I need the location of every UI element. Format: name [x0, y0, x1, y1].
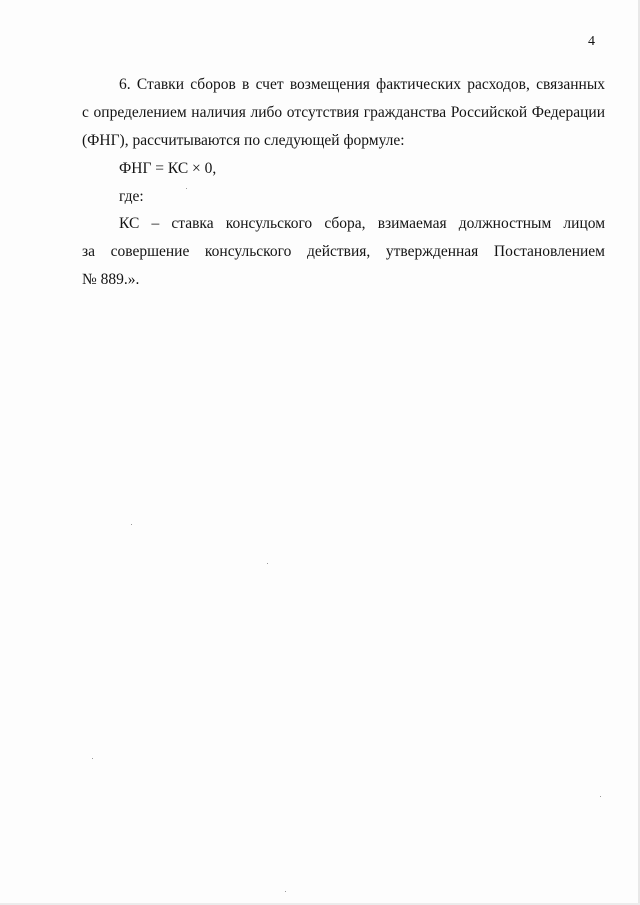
paragraph-line: (ФНГ), рассчитываются по следующей формуле:: [82, 132, 405, 149]
scan-speck: [131, 524, 132, 525]
definition-line: за совершение консульского действия, утвержденная Постановлением: [82, 243, 605, 260]
scan-speck: [92, 758, 93, 759]
paragraph-line: 6. Ставки сборов в счет возмещения фактических расходов, связанных: [119, 76, 605, 93]
scan-speck: [267, 563, 268, 564]
definition-line: № 889.».: [82, 271, 140, 288]
scan-speck: [600, 796, 601, 797]
scan-speck: [285, 891, 286, 892]
where-label: где:: [119, 188, 144, 205]
definition-line: КС – ставка консульского сбора, взимаемая должностным лицом: [119, 215, 605, 232]
formula: ФНГ = КС × 0,: [119, 160, 217, 177]
scan-speck: [186, 188, 187, 189]
paragraph-line: с определением наличия либо отсутствия гражданства Российской Федерации: [82, 104, 605, 121]
page-number: 4: [588, 34, 595, 49]
